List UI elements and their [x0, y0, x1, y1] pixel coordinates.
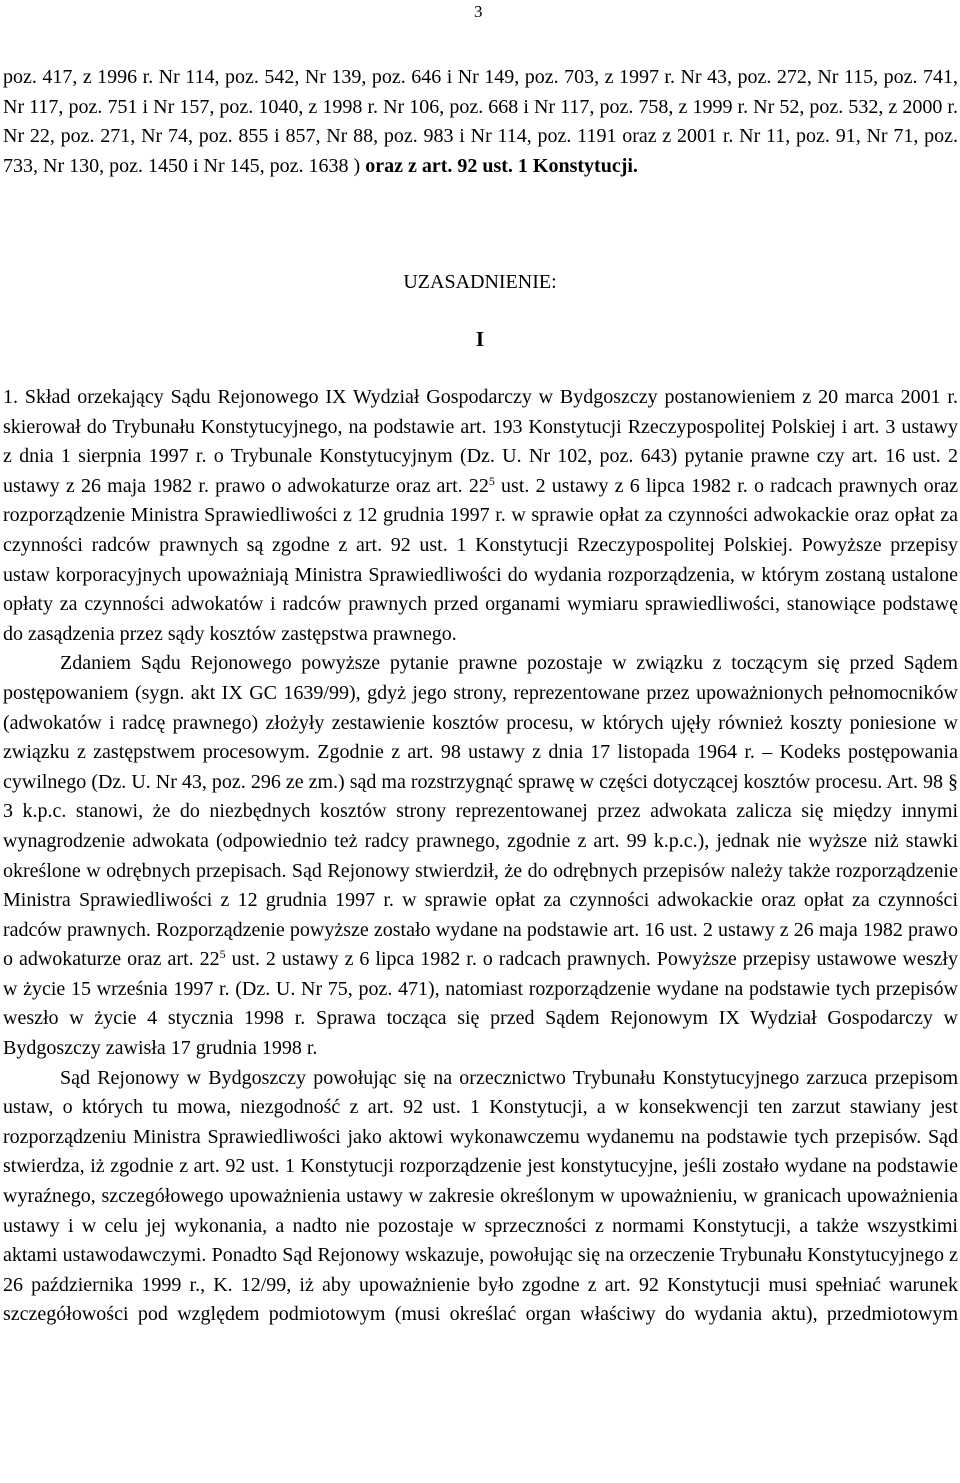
intro-paragraph — [3, 63, 958, 181]
paragraph-2-superscript: 5 — [219, 947, 226, 962]
paragraph-1-text-a: 1. Skład orzekający Sądu Rejonowego IX Wydział Gospodarczy w Bydgoszczy postanowieniem z 20 marca 2001 r. skierował do Trybunału Konstytucyjnego, na podstawie art. 193 Konstytucji Rzeczypospolitej Polskiej i art. 3 ustawy z dnia 1 sierpnia 1997 r. o Trybunale Konstytucyjnym (Dz. U. Nr 102, poz. 643) pytanie prawne czy art. 16 ust. 2 ustawy z 26 maja 1982 r. prawo o adwokaturze oraz art. 22 — [3, 386, 958, 497]
intro-bold-tail: oraz z art. 92 ust. 1 Konstytucji. — [360, 154, 638, 177]
paragraph-2-text-a: Zdaniem Sądu Rejonowego powyższe pytanie prawne pozostaje w związku z toczącym się przed Sądem postępowaniem (sygn. akt IX GC 1639/99), gdyż jego strony, reprezentowane przez upoważnionych pełnomocników (adwokatów i radcę prawnego) złożyły zestawienie kosztów procesu, w których ujęły również koszty poniesione w związku z zastępstwem procesowym. Zgodnie z art. 98 ustawy z dnia 17 listopada 1964 r. – Kodeks postępowania cywilnego (Dz. U. Nr 43, poz. 296 ze zm.) sąd ma rozstrzygnąć sprawę w części dotyczącej kosztów procesu. Art. 98 § 3 k.p.c. stanowi, że do niezbędnych kosztów strony reprezentowanej przez adwokata zalicza się między innymi wynagrodzenie adwokata (odpowiednio też radcy prawnego, zgodnie z art. 99 k.p.c.), jednak nie wyższe niż stawki określone w odrębnych przepisach. Sąd Rejonowy stwierdził, że do odrębnych przepisów należy także rozporządzenie Ministra Sprawiedliwości z 12 grudnia 1997 r. w sprawie opłat za czynności adwokackie oraz opłat za czynności radców prawnych. Rozporządzenie powyższe zostało wydane na podstawie art. 16 ust. 2 ustawy z 26 maja 1982 prawo o adwokaturze oraz art. 22 — [3, 652, 958, 971]
body-text — [3, 383, 958, 1330]
paragraph-1 — [3, 383, 958, 649]
paragraph-1-superscript: 5 — [488, 473, 495, 488]
intro-text — [3, 63, 958, 181]
intro-citations: poz. 417, z 1996 r. Nr 114, poz. 542, Nr 139, poz. 646 i Nr 149, poz. 703, z 1997 r. Nr 43, poz. 272, Nr 115, poz. 741, Nr 117, poz. 751 i Nr 157, poz. 1040, z 1998 r. Nr 106, poz. 668 i Nr 117, poz. 758, z 1999 r. Nr 52, poz. 532, z 2000 r. Nr 22, poz. 271, Nr 74, poz. 855 i 857, Nr 88, poz. 983 i Nr 114, poz. 1191 oraz z 2001 r. Nr 11, poz. 91, Nr 71, poz. 733, Nr 130, poz. 1450 i Nr 145, poz. 1638 ) — [3, 66, 958, 177]
paragraph-1-text-b: ust. 2 ustawy z 6 lipca 1982 r. o radcach prawnych oraz rozporządzenie Ministra Sprawiedliwości z 12 grudnia 1997 r. w sprawie opłat za czynności adwokackie oraz opłat za czynności radców prawnych są zgodne z art. 92 ust. 1 Konstytucji Rzeczypospolitej Polskiej. Powyższe przepisy ustaw korporacyjnych upoważniają Ministra Sprawiedliwości do wydania rozporządzenia, w którym zostaną ustalone opłaty za czynności adwokatów i radców prawnych przed organami wymiaru sprawiedliwości, stanowiące podstawę do zasądzenia przez sądy kosztów zastępstwa prawnego. — [3, 474, 958, 645]
paragraph-3: Sąd Rejonowy w Bydgoszczy powołując się na orzecznictwo Trybunału Konstytucyjnego zarzuca przepisom ustaw, o których tu mowa, niezgodność z art. 92 ust. 1 Konstytucji, a w konsekwencji ten zarzut stawiany jest rozporządzeniu Ministra Sprawiedliwości jako aktowi wykonawczemu wydanemu na podstawie tych przepisów. Sąd stwierdza, iż zgodnie z art. 92 ust. 1 Konstytucji rozporządzenie jest konstytucyjne, jeśli zostało wydane na podstawie wyraźnego, szczegółowego upoważnienia ustawy w zakresie określonym w upoważnieniu, w granicach upoważnienia ustawy i w celu jej wykonania, a nadto nie pozostaje w sprzeczności z normami Konstytucji, a także wszystkimi aktami ustawodawczymi. Ponadto Sąd Rejonowy wskazuje, powołując się na orzeczenie Trybunału Konstytucyjnego z 26 października 1999 r., K. 12/99, iż aby upoważnienie było zgodne z art. 92 Konstytucji musi spełniać warunek szczegółowości pod względem podmiotowym (musi określać organ właściwy do wydania aktu), przedmiotowym — [3, 1066, 958, 1326]
page-number: 3 — [474, 2, 483, 21]
paragraph-2-text-b: ust. 2 ustawy z 6 lipca 1982 r. o radcach prawnych. Powyższe przepisy ustawowe weszły w życie 15 września 1997 r. (Dz. U. Nr 75, poz. 471), natomiast rozporządzenie wydane na podstawie tych przepisów weszło w życie 4 stycznia 1998 r. Sprawa tocząca się przed Sądem Rejonowym IX Wydział Gospodarczy w Bydgoszczy zawisła 17 grudnia 1998 r. — [3, 948, 958, 1060]
paragraph-2 — [3, 649, 958, 1063]
section-title: UZASADNIENIE: — [403, 271, 557, 293]
section-number: I — [475, 327, 485, 351]
